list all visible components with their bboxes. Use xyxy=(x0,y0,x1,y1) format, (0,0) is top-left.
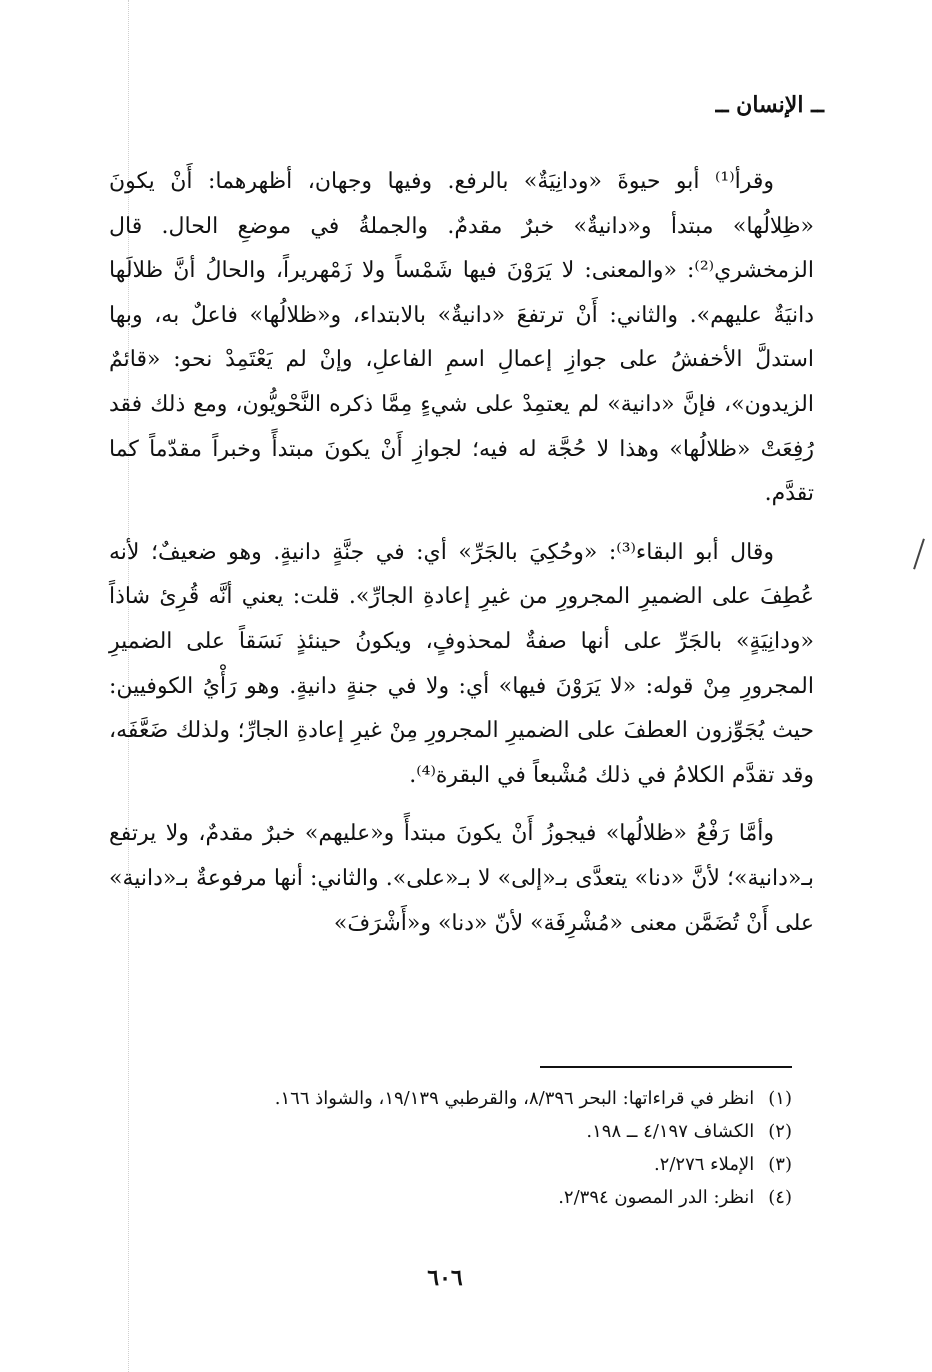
footnote-2 xyxy=(152,1115,792,1148)
footnote-1 xyxy=(152,1082,792,1115)
margin-pen-mark xyxy=(913,538,925,569)
running-header: ــ الإنسان ــ xyxy=(715,92,824,118)
footnote-3 xyxy=(152,1148,792,1181)
footnote-number: (٣) xyxy=(768,1154,792,1175)
footnote-number: (٢) xyxy=(768,1121,792,1142)
footnote-text: الإملاء ٢/٢٧٦. xyxy=(653,1154,755,1175)
footnote-number: (٤) xyxy=(768,1187,792,1208)
footnote-text: انظر: الدر المصون ٢/٣٩٤. xyxy=(558,1187,755,1208)
footnote-separator xyxy=(540,1066,792,1068)
footnote-text: الكشاف ٤/١٩٧ ــ ١٩٨. xyxy=(586,1121,755,1142)
footnote-4 xyxy=(152,1181,792,1214)
main-text xyxy=(109,160,814,960)
paragraph-2: وقال أبو البقاء⁽³⁾: «وحُكِيَ بالجَرِّ» أي: في جنَّةٍ دانيةٍ. وهو ضعيفٌ؛ لأنه عُطِفَ على الضميرِ المجرورِ من غيرِ إعادةِ الجارِّ». قلت: يعني أنَّه قُرِئ شاذاً «ودانِيَةٍ» بالجَرِّ على أنها صفةٌ لمحذوفٍ، ويكونُ حينئذٍ نَسَقاً على الضميرِ المجرورِ مِنْ قوله: «لا يَرَوْنَ فيها» أي: ولا في جنةٍ دانيةٍ. وهو رَأْيُ الكوفيين: حيث يُجَوِّزون العطفَ على الضميرِ المجرورِ مِنْ غيرِ إعادةِ الجارِّ؛ ولذلك ضَعَّفَه، وقد تقدَّم الكلامُ في ذلك مُشْبعاً في البقرة⁽⁴⁾. xyxy=(109,539,814,788)
footnote-number: (١) xyxy=(768,1088,792,1109)
footnotes-list xyxy=(152,1082,792,1214)
paragraph-3: وأمَّا رَفْعُ «ظلالُها» فيجوزُ أَنْ يكونَ مبتدأً و«عليهم» خبرٌ مقدمٌ، ولا يرتفع بـ«دانية»؛ لأنَّ «دنا» يتعدَّى بـ«إلى» لا بـ«على». والثاني: أنها مرفوعةٌ بـ«دانية» على أَنْ تُضَمَّن معنى «مُشْرِفَة» لأنّ «دنا» و«أَشْرَفَ» xyxy=(109,821,814,936)
footnote-text: انظر في قراءاتها: البحر ٨/٣٩٦، والقرطبي ١٩/١٣٩، والشواذ ١٦٦. xyxy=(274,1088,755,1109)
paragraph-1: وقرأ⁽¹⁾ أبو حيوةَ «ودانِيَةٌ» بالرفع. وفيها وجهان، أظهرهما: أَنْ يكونَ «ظِلالُها» مبتدأ و«دانيةٌ» خبرٌ مقدمٌ. والجملةُ في موضعِ الحال. قال الزمخشري⁽²⁾: «والمعنى: لا يَرَوْنَ فيها شَمْساً ولا زَمْهريراً، والحالُ أنَّ ظلالَها دانيَةٌ عليهم». والثاني: أَنْ ترتفعَ «دانيةٌ» بالابتداء، و«ظلالُها» فاعلٌ به، وبها استدلَّ الأخفشُ على جوازِ إعمالِ اسمِ الفاعلِ، وإنْ لم يَعْتَمِدْ نحو: «قائمٌ الزيدون»، فإنَّ «دانية» لم يعتمِدْ على شيءٍ مِمَّا ذكره النَّحْويُّون، ومع ذلك فقد رُفِعَتْ «ظلالُها» وهذا لا حُجَّة له فيه؛ لجوازِ أَنْ يكونَ مبتدأً وخبراً مقدّماً كما تقدَّم. xyxy=(109,169,814,507)
page-number: ٦٠٦ xyxy=(427,1265,463,1291)
